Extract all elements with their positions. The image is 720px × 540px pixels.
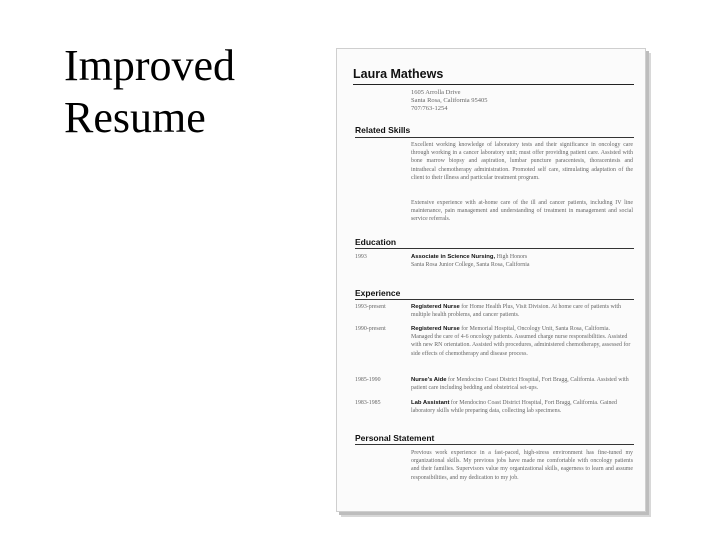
address-block <box>411 89 488 113</box>
experience-desc-3: for Mendocino Coast District Hospital, Fort Bragg, California. Assisted with patient care including bedding and obstetrical set-ups. <box>411 377 629 392</box>
personal-statement-divider <box>355 444 634 445</box>
address-city: Santa Rosa, California 95405 <box>411 97 488 104</box>
related-skills-heading: Related Skills <box>355 125 411 135</box>
education-degree: Associate in Science Nursing, <box>411 254 496 260</box>
education-entry <box>411 253 633 269</box>
experience-date-3: 1985-1990 <box>355 377 381 383</box>
experience-date-1: 1993-present <box>355 304 386 310</box>
experience-desc-2: for Memorial Hospital, Oncology Unit, Santa Rosa, California. Managed the care of 4-6 oncology patients. Assumed charge nurse responsibilities. Assisted with new RN orientation. Assisted with procedures, administered chemotherapy, assessed for side effects of chemotherapy and disease process. <box>411 326 631 357</box>
personal-statement-text: Previous work experience in a fast-paced, high-stress environment has fine-tuned my organizational skills. My previous jobs have made me comfortable with oncology patients and their families. Supervisors value my organizational skills, eagerness to learn and assume responsibilities, and my dedication to my job. <box>411 450 633 481</box>
education-school: Santa Rosa Junior College, Santa Rosa, California <box>411 262 530 269</box>
experience-entry-1 <box>411 303 633 319</box>
experience-role-4: Lab Assistant <box>411 400 450 406</box>
personal-statement-heading: Personal Statement <box>355 433 435 443</box>
experience-heading: Experience <box>355 288 401 298</box>
education-divider <box>355 248 634 249</box>
experience-entry-2 <box>411 325 633 358</box>
experience-role-3: Nurse's Aide <box>411 377 447 383</box>
experience-date-2: 1990-present <box>355 326 386 332</box>
experience-date-4: 1983-1985 <box>355 400 381 406</box>
address-phone: 707/763-1254 <box>411 105 448 112</box>
experience-desc-1: for Home Health Plus, Visit Division. At home care of patients with multiple health problems, and cancer patients. <box>411 304 621 319</box>
related-skills-paragraph-1: Excellent working knowledge of laboratory tests and their significance in oncology care through working in a cancer laboratory unit; must offer providing patient care. Assisted with bone marrow biopsy and aspiration, lumbar puncture paracentesis, thoracentesis and intrathecal chemotherapy administration. Promoted self care, stimulating adaptation of the client to their illness and particular treatment program. <box>411 142 633 181</box>
address-street: 1605 Arrolla Drive <box>411 89 461 96</box>
related-skills-paragraph-2: Extensive experience with at-home care of the ill and cancer patients, including IV line maintenance, pain management and understanding of treatment in management and social service referrals. <box>411 200 633 223</box>
slide-title <box>64 40 235 144</box>
related-skills-divider <box>355 137 634 138</box>
experience-role-1: Registered Nurse <box>411 304 460 310</box>
slide-title-line-2: Resume <box>64 93 206 142</box>
experience-desc-4: for Mendocino Coast District Hospital, Fort Bragg, California. Gained laboratory skills while preparing data, collecting lab specimens. <box>411 400 617 415</box>
education-honors: High Honors <box>495 254 528 260</box>
education-date: 1993 <box>355 254 367 260</box>
experience-entry-3 <box>411 376 633 392</box>
name-divider <box>353 84 634 85</box>
resume-page <box>336 48 646 512</box>
experience-divider <box>355 299 634 300</box>
resume-name: Laura Mathews <box>353 67 444 81</box>
experience-role-2: Registered Nurse <box>411 326 460 332</box>
education-heading: Education <box>355 237 397 247</box>
slide-title-line-1: Improved <box>64 41 236 90</box>
experience-entry-4 <box>411 399 633 415</box>
